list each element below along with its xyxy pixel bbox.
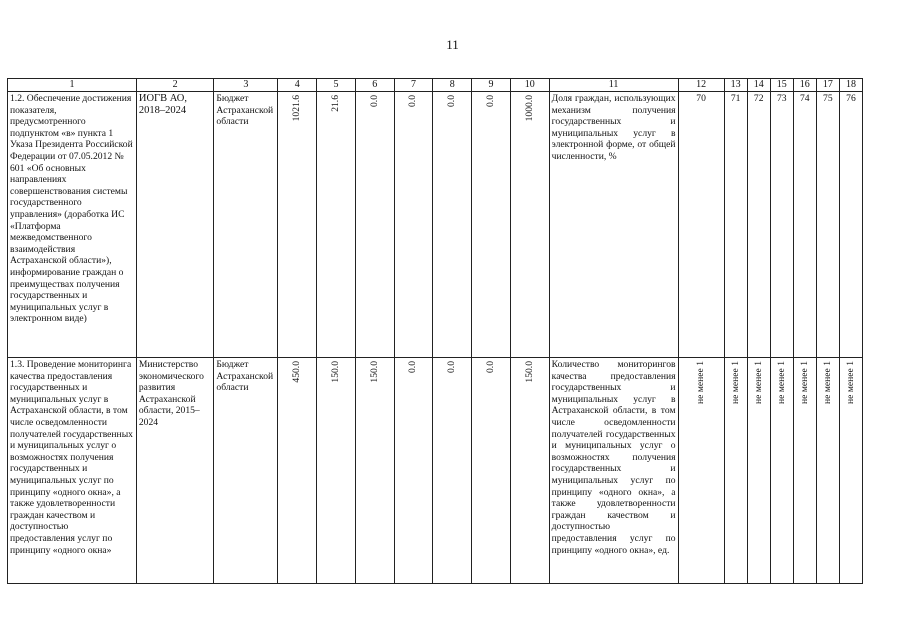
header-cell: 4: [278, 79, 317, 92]
target-value: не менее 1: [695, 361, 707, 404]
header-row: [8, 79, 863, 92]
target-cell: [770, 358, 793, 584]
target-cell: 72: [747, 92, 770, 358]
amount-value: 150.0: [329, 361, 341, 383]
amount-cell: [317, 92, 356, 358]
amount-value: 21.6: [329, 95, 341, 112]
target-cell: 76: [839, 92, 862, 358]
header-cell: 16: [793, 79, 816, 92]
header-cell: 8: [433, 79, 472, 92]
header-cell: 12: [678, 79, 724, 92]
header-cell: 10: [510, 79, 549, 92]
header-cell: 11: [549, 79, 678, 92]
target-cell: 73: [770, 92, 793, 358]
amount-cell: [510, 92, 549, 358]
amount-value: 150.0: [368, 361, 380, 383]
amount-cell: [317, 358, 356, 584]
header-cell: 6: [355, 79, 394, 92]
activity-cell: 1.2. Обеспечение достижения показателя, предусмотренного подпунктом «в» пункта 1 Указа Президента Российской Федерации от 07.05.2012 № 601 «Об основных направлениях совершенствования системы государственного управления» (доработка ИС «Платформа межведомственного взаимодействия Астраханской области»), информирование граждан о преимуществах получения государственных и муниципальных услуг в электронном виде): [8, 92, 137, 358]
amount-cell: [278, 92, 317, 358]
amount-cell: [472, 92, 511, 358]
target-cell: [793, 358, 816, 584]
amount-value: 0.0: [485, 361, 497, 373]
program-table: [7, 78, 863, 584]
target-value: не менее 1: [798, 361, 810, 404]
header-cell: 7: [394, 79, 433, 92]
amount-value: 0.0: [368, 95, 380, 107]
executor-cell: Министерство экономического развития Астраханской области, 2015–2024: [136, 358, 214, 584]
amount-value: 0.0: [446, 361, 458, 373]
amount-value: 1021.6: [291, 95, 303, 122]
target-value: не менее 1: [844, 361, 856, 404]
target-cell: 71: [724, 92, 747, 358]
target-cell: 74: [793, 92, 816, 358]
amount-cell: [472, 358, 511, 584]
executor-cell: ИОГВ АО, 2018–2024: [136, 92, 214, 358]
amount-cell: [355, 358, 394, 584]
amount-value: 150.0: [523, 361, 535, 383]
source-cell: Бюджет Астраханской области: [214, 92, 278, 358]
amount-cell: [394, 358, 433, 584]
target-cell: [839, 358, 862, 584]
indicator-cell: Количество мониторингов качества предоставления государственных и муниципальных услуг в Астраханской области, в том числе осведомленности получателей государственных и муниципальных услуг о возможностях получения государственных и муниципальных услуг по принципу «одного окна», а также удовлетворенности граждан качеством и доступностью предоставления услуг по принципу «одного окна», ед.: [549, 358, 678, 584]
activity-cell: 1.3. Проведение мониторинга качества предоставления государственных и муниципальных услуг в Астраханской области, в том числе осведомленности получателей государственных и муниципальных услуг о возможностях получения государственных и муниципальных услуг по принципу «одного окна», а также удовлетворенности граждан качеством и доступностью предоставления услуг по принципу «одного окна»: [8, 358, 137, 584]
target-value: не менее 1: [821, 361, 833, 404]
table-row: [8, 358, 863, 584]
target-cell: [724, 358, 747, 584]
target-cell: [678, 358, 724, 584]
header-cell: 3: [214, 79, 278, 92]
target-value: не менее 1: [775, 361, 787, 404]
amount-value: 0.0: [446, 95, 458, 107]
amount-value: 0.0: [485, 95, 497, 107]
indicator-cell: Доля граждан, использующих механизм получения государственных и муниципальных услуг в электронной форме, от общей численности, %: [549, 92, 678, 358]
target-value: не менее 1: [752, 361, 764, 404]
header-cell: 17: [816, 79, 839, 92]
amount-value: 1000.0: [523, 95, 535, 122]
header-cell: 5: [317, 79, 356, 92]
target-value: не менее 1: [729, 361, 741, 404]
header-cell: 2: [136, 79, 214, 92]
amount-cell: [433, 358, 472, 584]
target-cell: 75: [816, 92, 839, 358]
source-cell: Бюджет Астраханской области: [214, 358, 278, 584]
table-row: [8, 92, 863, 358]
page-number: 11: [446, 37, 459, 52]
amount-value: 0.0: [407, 361, 419, 373]
header-cell: 14: [747, 79, 770, 92]
target-cell: 70: [678, 92, 724, 358]
target-cell: [816, 358, 839, 584]
header-cell: 15: [770, 79, 793, 92]
amount-value: 450.0: [291, 361, 303, 383]
target-cell: [747, 358, 770, 584]
amount-value: 0.0: [407, 95, 419, 107]
header-cell: 18: [839, 79, 862, 92]
header-cell: 13: [724, 79, 747, 92]
amount-cell: [433, 92, 472, 358]
amount-cell: [355, 92, 394, 358]
amount-cell: [278, 358, 317, 584]
amount-cell: [394, 92, 433, 358]
header-cell: 9: [472, 79, 511, 92]
amount-cell: [510, 358, 549, 584]
header-cell: 1: [8, 79, 137, 92]
